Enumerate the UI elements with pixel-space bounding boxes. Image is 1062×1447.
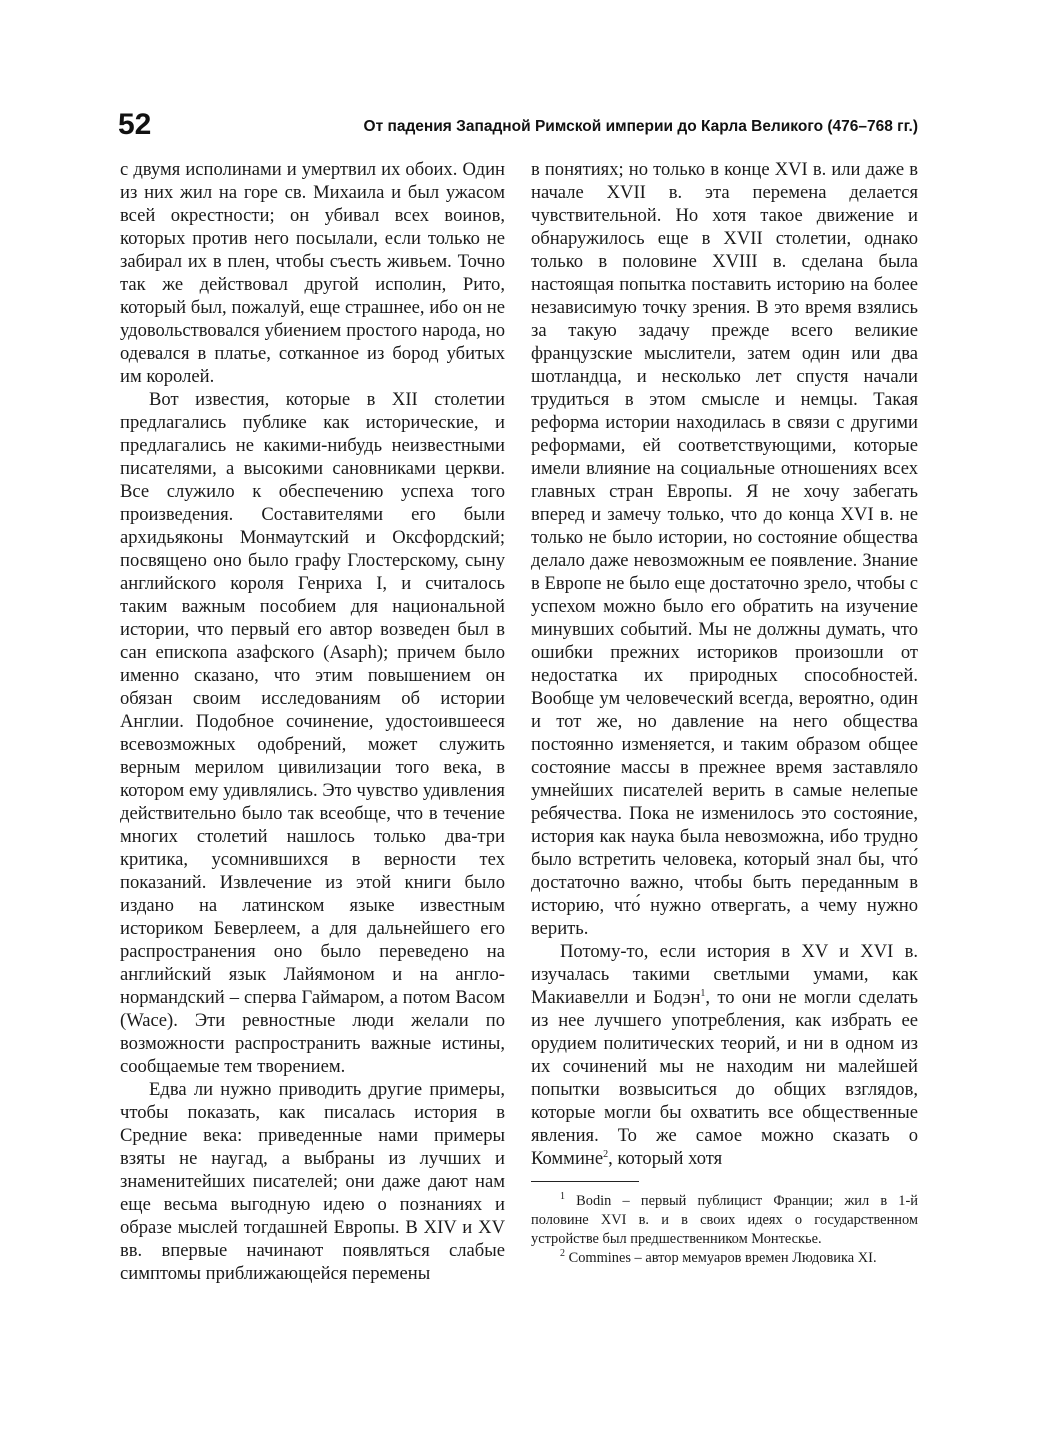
paragraph: в понятиях; но только в конце XVI в. или даже в начале XVII в. эта перемена делается чувствительной. Но хотя такое движение и обнаружилось еще в XVII столетии, однако только в половине XVIII в. сделана была настоящая попытка поставить историю на более независимую точку зрения. В это время взялись за такую задачу прежде всего великие французские мыслители, затем один или два шотландца, и несколько лет спустя начали трудиться в этом смысле и немцы. Такая реформа истории находилась в связи с другими реформами, ей соответствующими, которые имели влияние на социальные отношениях всех главных стран Европы. Я не хочу забегать вперед и замечу только, что до конца XVI в. не только не было истории, но состояние общества делало даже невозможным ее появление. Знание в Европе не было еще достаточно зрело, чтобы с успехом можно было его обратить на изучение минувших событий. Мы не должны думать, что ошибки прежних историков произошли от недостатка их природных способностей. Вообще ум человеческий всегда, вероятно, один и тот же, но давление на него общества постоянно изменяется, и таким образом общее состояние массы в прежнее время заставляло умнейших писателей верить в самые нелепые ребячества. Пока не изменилось это состояние, история как наука была невозможна, ибо трудно было встретить человека, который знал бы, что́ достаточно важно, чтобы быть переданным в историю, что́ нужно отвергать, а чему нужно верить. [531, 159, 918, 939]
paragraph: Вот известия, которые в XII столетии предлагались публике как исторические, и предлагались не какими-нибудь неизвестными писателями, а высокими сановниками церкви. Все служило к обеспечению успеха того произведения. Составителями его были архидьяконы Монмаутский и Оксфордский; посвящено оно было графу Глостерскому, сыну английского короля Генриха I, и считалось таким важным пособием для национальной истории, что первый его автор возведен был в сан епископа азафского (Asaph); причем было именно сказано, что этим повышением он обязан своим исследованиям об истории Англии. Подобное сочинение, удостоившееся всевозможных одобрений, может служить верным мерилом цивилизации того века, в котором ему удивлялись. Это чувство удивления действительно было так всеобще, что в течение многих столетий нашлось только два-три критика, усомнившихся в верности тех показаний. Извлечение из этой книги было издано на латинском языке известным историком Беверлеем, а для дальнейшего его распространения оно было переведено на английский язык Лайямоном и на англо-нормандский – сперва Гаймаром, а потом Васом (Wace). Эти ревностные люди желали по возможности распространить важные истины, сообщаемые тем творением. [120, 389, 505, 1077]
paragraph [531, 940, 918, 1170]
footnote-text: Bodin – первый публицист Франции; жил в 1-й половине XVI в. и в своих идеях о государственном устройстве был предшественником Монтескье. [531, 1193, 918, 1247]
paragraph: Едва ли нужно приводить другие примеры, чтобы показать, как писалась история в Средние века: приведенные нами примеры взяты не наугад, а выбраны из лучших и знаменитейших писателей; они даже дают нам еще весьма выгодную идею о познаниях и образе мыслей тогдашней Европы. В XIV и XV вв. впервые начинают появляться слабые симптомы приближающейся перемены [120, 1079, 505, 1284]
paragraph: с двумя исполинами и умертвил их обоих. Один из них жил на горе св. Михаила и был ужасом всей окрестности; он убивал всех воинов, которых против него посылали, если только не забирал их в плен, чтобы съесть живьем. Точно так же действовал другой исполин, Рито, который был, пожалуй, еще страшнее, ибо он не удовольствовался убиением простого народа, но одевался в платье, сотканное из бород убитых им королей. [120, 159, 505, 387]
paragraph-text: Потому-то, если история в XV и XVI в. изучалась такими светлыми умами, как Макиавелли и Бодэн [531, 941, 918, 1008]
footnote-ref-2: 2 [603, 1148, 609, 1160]
running-title: От падения Западной Римской империи до Карла Великого (476–768 гг.) [363, 118, 918, 135]
page-number: 52 [118, 108, 152, 141]
footnote-marker: 1 [560, 1191, 565, 1203]
footnote [531, 1249, 918, 1268]
footnote-divider [531, 1181, 639, 1182]
footnote-ref-1: 1 [700, 987, 706, 999]
footnote [531, 1192, 918, 1249]
paragraph-text: , то они не могли сделать из нее лучшего употребления, как избрать ее орудием политических теорий, и ни в одном из их сочинений мы не находим ни малейшей попытки возвыситься до общих взглядов, которые могли бы охватить все общественные явления. То же самое можно сказать о Коммине [531, 987, 918, 1169]
paragraph-text: , который хотя [608, 1148, 723, 1169]
footnote-text: Commines – автор мемуаров времен Людовика XI. [565, 1250, 877, 1266]
right-column [531, 158, 918, 1268]
footnote-marker: 2 [560, 1248, 565, 1260]
left-column [120, 158, 505, 1285]
